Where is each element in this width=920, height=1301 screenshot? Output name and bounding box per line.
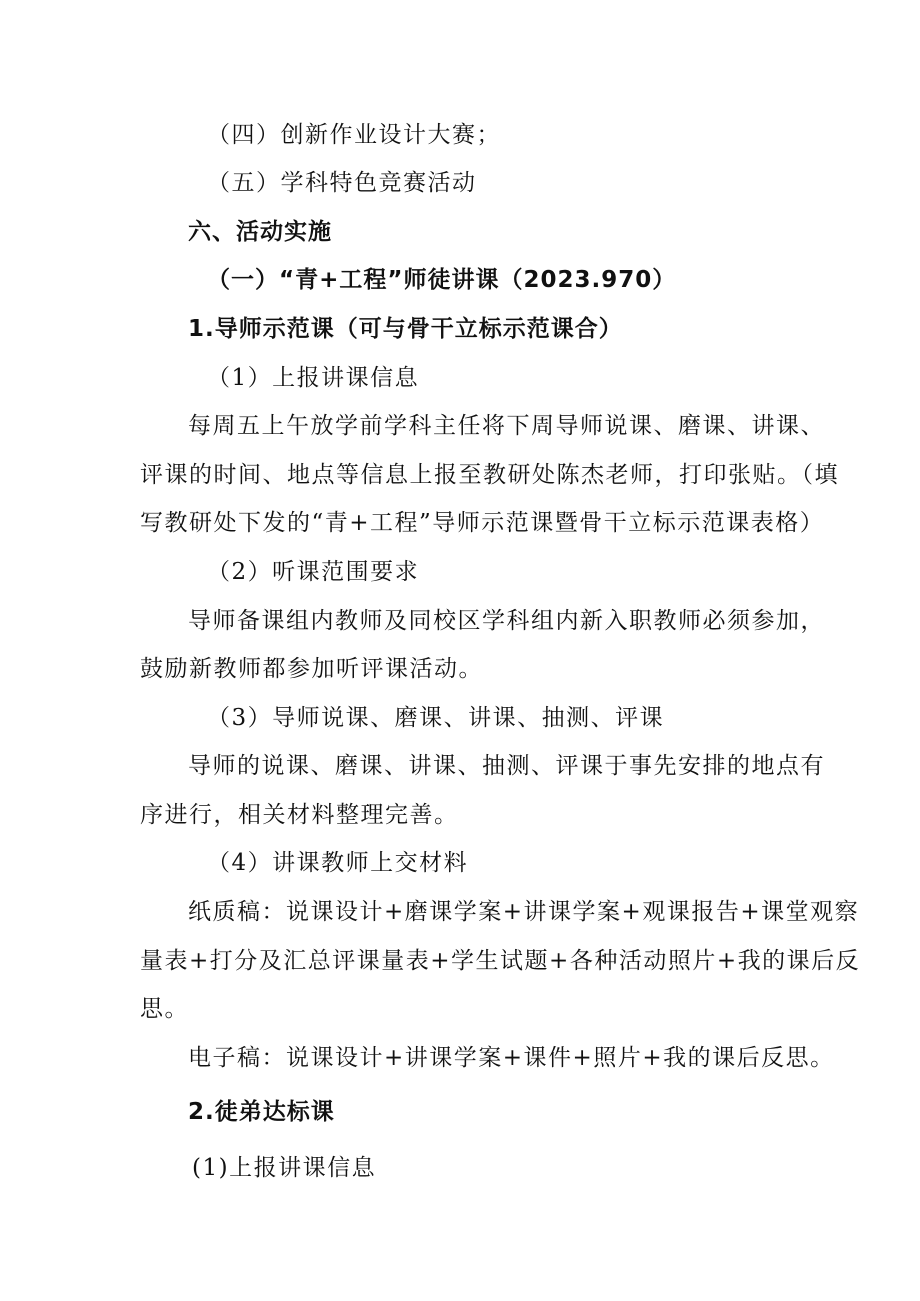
paragraph-line: 每周五上午放学前学科主任将下周导师说课、磨课、讲课、 <box>188 413 825 439</box>
subheading-apprentice-class: 2.徒弟达标课 <box>188 1099 335 1125</box>
paragraph-line: 量表+打分及汇总评课量表+学生试题+各种活动照片+我的课后反 <box>140 948 861 974</box>
paragraph-line: 评课的时间、地点等信息上报至教研处陈杰老师，打印张贴。（填 <box>140 462 839 488</box>
subsection-heading-mentor-lectures: （一）“青+工程”师徒讲课（2023.970） <box>207 267 677 293</box>
paragraph-line: 导师的说课、磨课、讲课、抽测、评课于事先安排的地点有 <box>188 753 825 779</box>
step-attendance-scope: （2）听课范围要求 <box>207 559 420 585</box>
step-mentor-activities: （3）导师说课、磨课、讲课、抽测、评课 <box>207 705 665 731</box>
item-subject-competition: （五）学科特色竞赛活动 <box>207 170 477 196</box>
paragraph-line: 纸质稿：说课设计+磨课学案+讲课学案+观课报告+课堂观察 <box>188 899 860 925</box>
section-heading-implementation: 六、活动实施 <box>188 219 332 245</box>
item-innovative-homework: （四）创新作业设计大赛； <box>207 122 501 148</box>
paragraph-line: 导师备课组内教师及同校区学科组内新入职教师必须参加， <box>188 608 825 634</box>
paragraph-line: 序进行，相关材料整理完善。 <box>140 802 459 828</box>
paragraph-line: 思。 <box>140 996 189 1022</box>
paragraph-line: 写教研处下发的“青+工程”导师示范课暨骨干立标示范课表格） <box>140 510 825 536</box>
paragraph-line: 鼓励新教师都参加听评课活动。 <box>140 656 483 682</box>
paragraph-line: 电子稿：说课设计+讲课学案+课件+照片+我的课后反思。 <box>188 1045 835 1071</box>
step-submit-materials: （4）讲课教师上交材料 <box>207 850 469 876</box>
step-report-info: （1）上报讲课信息 <box>207 365 420 391</box>
subheading-mentor-demo-class: 1.导师示范课（可与骨干立标示范课合） <box>188 316 623 342</box>
step-report-info-apprentice: (1)上报讲课信息 <box>192 1155 377 1181</box>
